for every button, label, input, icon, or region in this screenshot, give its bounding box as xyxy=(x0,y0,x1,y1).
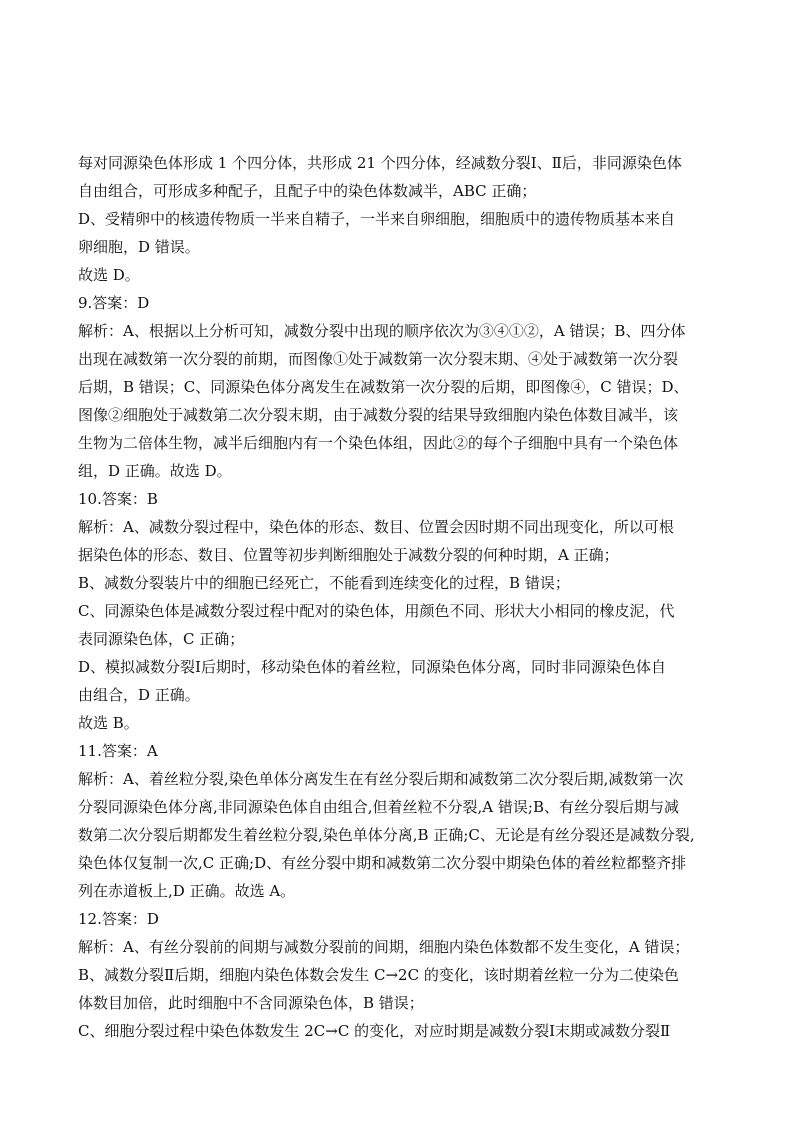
text-line: 解析：A、根据以上分析可知，减数分裂中出现的顺序依次为③④①②，A 错误；B、四分体 xyxy=(78,322,686,340)
text-line: C、细胞分裂过程中染色体数发生 2C→C 的变化，对应时期是减数分裂Ⅰ末期或减数分裂Ⅱ xyxy=(78,1022,671,1040)
text-line: 体数目加倍，此时细胞中不含同源染色体，B 错误； xyxy=(78,994,424,1012)
text-line: B、减数分裂Ⅱ后期，细胞内染色体数会发生 C→2C 的变化，该时期着丝粒一分为二使染色 xyxy=(78,966,679,984)
text-line: 组，D 正确。故选 D。 xyxy=(78,462,232,480)
text-line: 染色体仅复制一次,C 正确;D、有丝分裂中期和减数第二次分裂中期染色体的着丝粒都整齐排 xyxy=(78,854,687,872)
text-line: B、减数分裂装片中的细胞已经死亡，不能看到连续变化的过程，B 错误； xyxy=(78,574,570,592)
text-line: 据染色体的形态、数目、位置等初步判断细胞处于减数分裂的何种时期，A 正确； xyxy=(78,546,619,564)
text-line: 表同源染色体，C 正确； xyxy=(78,630,245,648)
text-line: 每对同源染色体形成 1 个四分体，共形成 21 个四分体，经减数分裂Ⅰ、Ⅱ后，非同源染色体 xyxy=(78,154,682,172)
text-line: 解析：A、减数分裂过程中，染色体的形态、数目、位置会因时期不同出现变化，所以可根 xyxy=(78,518,674,536)
text-line: 出现在减数第一次分裂的前期，而图像①处于减数第一次分裂末期、④处于减数第一次分裂 xyxy=(78,350,679,368)
text-line: 解析：A、着丝粒分裂,染色单体分离发生在有丝分裂后期和减数第二次分裂后期,减数第一次 xyxy=(78,770,684,788)
text-line: 列在赤道板上,D 正确。故选 A。 xyxy=(78,882,296,900)
text-line: 分裂同源染色体分离,非同源染色体自由组合,但着丝粒不分裂,A 错误;B、有丝分裂后期与减 xyxy=(78,798,679,816)
text-line: 后期，B 错误；C、同源染色体分离发生在减数第一次分裂的后期，即图像④，C 错误；D、 xyxy=(78,378,689,396)
answer-heading: 10.答案：B xyxy=(78,490,158,508)
text-line: 故选 B。 xyxy=(78,714,139,732)
text-line: 卵细胞，D 错误。 xyxy=(78,238,200,256)
text-line: D、模拟减数分裂Ⅰ后期时，移动染色体的着丝粒，同源染色体分离，同时非同源染色体自 xyxy=(78,658,666,676)
answer-heading: 12.答案：D xyxy=(78,910,159,928)
text-line: 解析：A、有丝分裂前的间期与减数分裂前的间期，细胞内染色体数都不发生变化，A 错误； xyxy=(78,938,690,956)
text-line: 生物为二倍体生物，减半后细胞内有一个染色体组，因此②的每个子细胞中具有一个染色体 xyxy=(78,434,679,452)
text-line: 由组合，D 正确。 xyxy=(78,686,200,704)
answer-heading: 9.答案：D xyxy=(78,294,150,312)
text-line: D、受精卵中的核遗传物质一半来自精子，一半来自卵细胞，细胞质中的遗传物质基本来自 xyxy=(78,210,676,228)
text-line: 故选 D。 xyxy=(78,266,140,284)
text-line: 自由组合，可形成多种配子，且配子中的染色体数减半，ABC 正确； xyxy=(78,182,537,200)
text-line: 图像②细胞处于减数第二次分裂末期，由于减数分裂的结果导致细胞内染色体数目减半，该 xyxy=(78,406,679,424)
text-line: C、同源染色体是减数分裂过程中配对的染色体，用颜色不同、形状大小相同的橡皮泥，代 xyxy=(78,602,675,620)
answer-heading: 11.答案：A xyxy=(78,742,158,760)
text-line: 数第二次分裂后期都发生着丝粒分裂,染色单体分离,B 正确;C、无论是有丝分裂还是减数分裂, xyxy=(78,826,695,844)
